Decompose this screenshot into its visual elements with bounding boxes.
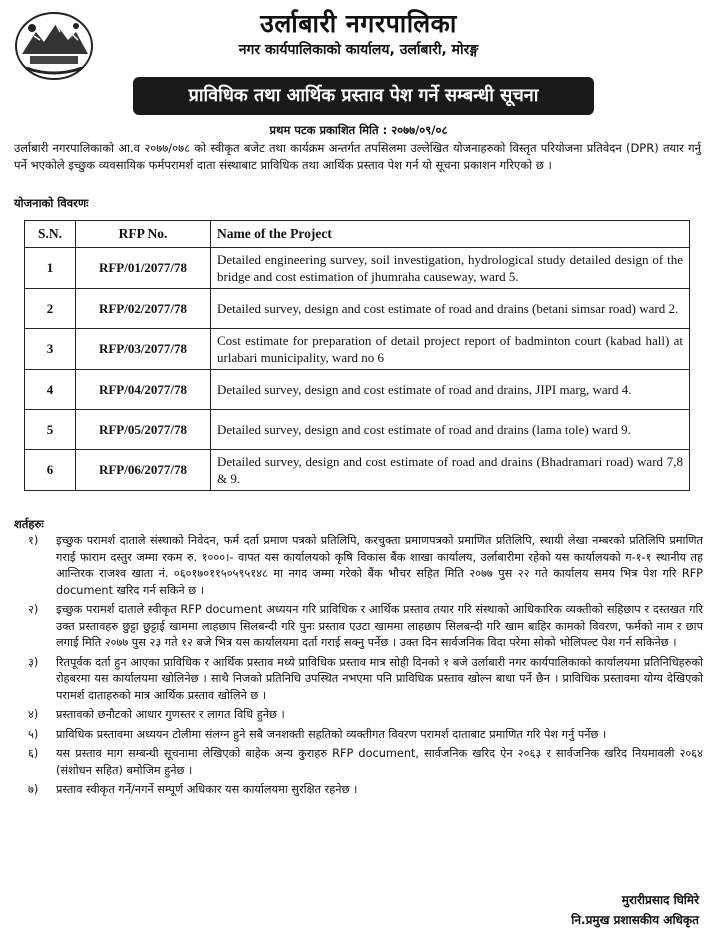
- term-item: [14, 782, 703, 799]
- row-sn: 3: [25, 329, 76, 370]
- term-text: रितपूर्वक दर्ता हुन आएका प्राविधिक र आर्थिक प्रस्ताव मध्ये प्राविधिक प्रस्ताव मात्र सोही दिनको १ बजे उर्लाबारी नगर कार्यपालिकाको कार्यालयमा प्रतिनिधिहरुको रोहबरमा यस कार्यालयमा खोलिनेछ । साथै निजको प्रतिनिधि उपस्थित नभएमा पनि प्राविधिक प्रस्ताव खोल्न बाधा पर्ने छैन । प्राविधिक प्रस्तावमा योग्य देखिएको परामर्श दाताहरुको मात्र आर्थिक प्रस्ताव खोलिने छ ।: [56, 655, 703, 702]
- term-text: प्रस्तावको छनौटको आधार गुणस्तर र लागत विधि हुनेछ ।: [56, 708, 285, 721]
- row-rfp: RFP/01/2077/78: [76, 248, 211, 289]
- row-rfp: RFP/02/2077/78: [76, 289, 211, 329]
- table-row: [25, 410, 690, 450]
- term-item: [14, 602, 703, 652]
- row-sn: 5: [25, 410, 76, 450]
- terms-list: [14, 533, 703, 802]
- term-number: ३): [28, 655, 39, 669]
- row-project-name: Detailed survey, design and cost estimate of road and drains (betani simsar road) ward 2.: [211, 289, 690, 329]
- section-title: योजनाको विवरणः: [14, 196, 89, 210]
- header-rfp: RFP No.: [76, 221, 211, 248]
- term-item: [14, 727, 703, 744]
- office-address: नगर कार्यपालिकाको कार्यालय, उर्लाबारी, मोरङ्ग: [238, 42, 479, 58]
- term-number: ७): [28, 783, 39, 796]
- row-project-name: Detailed survey, design and cost estimate of road and drains (lama tole) ward 9.: [211, 410, 690, 450]
- row-sn: 2: [25, 289, 76, 329]
- term-number: ५): [28, 727, 39, 741]
- table-row: [25, 329, 690, 370]
- header-project-name: Name of the Project: [211, 221, 690, 248]
- term-item: [14, 707, 703, 724]
- table-row: [25, 370, 690, 410]
- term-text: प्रस्ताव स्वीकृत गर्ने/नगर्ने सम्पूर्ण अधिकार यस कार्यालयमा सुरक्षित रहनेछ ।: [56, 783, 358, 796]
- row-sn: 1: [25, 248, 76, 289]
- term-number: २): [28, 603, 39, 616]
- publication-date: प्रथम पटक प्रकाशित मिति : २०७७/०९/०८: [269, 123, 448, 137]
- terms-title: शर्तहरुः: [14, 517, 44, 531]
- row-rfp: RFP/03/2077/78: [76, 329, 211, 370]
- row-project-name: Detailed survey, design and cost estimate of road and drains, JIPI marg, ward 4.: [211, 370, 690, 410]
- table-row: [25, 289, 690, 329]
- signatory-designation: नि.प्रमुख प्रशासकीय अधिकृत: [571, 913, 699, 927]
- table-row: [25, 248, 690, 289]
- row-sn: 4: [25, 370, 76, 410]
- header-sn: S.N.: [25, 221, 76, 248]
- intro-paragraph: उर्लाबारी नगरपालिकाको आ.व २०७७/०७८ को स्वीकृत बजेट तथा कार्यक्रम अन्तर्गत तपसिलमा उल्लेखित योजनाहरुको विस्तृत परियोजना प्रतिवेदन (DPR) तयार गर्नु पर्ने भएकोले इच्छुक व्यवसायिक फर्मपरामर्श दाता संस्थाबाट प्राविधिक तथा आर्थिक प्रस्ताव पेश गर्न यो सूचना प्रकाशन गरिएको छ ।: [14, 141, 701, 172]
- row-rfp: RFP/04/2077/78: [76, 370, 211, 410]
- term-number: ४): [28, 708, 39, 721]
- org-name: उर्लाबारी नगरपालिका: [260, 9, 457, 38]
- term-text: इच्छुक परामर्श दाताले स्वीकृत RFP document अध्ययन गरि प्राविधिक र आर्थिक प्रस्ताव तयार गरि संस्थाको आधिकारिक व्यक्तीको सहिछाप र दस्तखत गरि उक्त प्रस्तावहरु छुट्टा छुट्टाई खाममा लाहछाप सिलबन्दी गरि पुनः प्रस्ताव एउटा खाममा लाहछाप सिलबन्दी गरि खाम बाहिर कामको विवरण, फर्मको नाम र छाप लगाई मिति २०७७ पुस २३ गते १२ बजे भित्र यस कार्यालयमा दर्ता गराई सक्नु पर्नेछ । उक्त दिन सार्वजनिक विदा परेमा सोको भोलिपल्ट पेश गर्न सकिनेछ ।: [56, 603, 703, 649]
- notice-title: प्राविधिक तथा आर्थिक प्रस्ताव पेश गर्ने सम्बन्धी सूचना: [133, 77, 594, 115]
- row-project-name: Cost estimate for preparation of detail project report of badminton court (kabad hall) at urlabari municipality, ward no 6: [211, 329, 690, 370]
- term-text: यस प्रस्ताव माग सम्बन्धी सूचनामा लेखिएको बाहेक अन्य कुराहरु RFP document, सार्वजनिक खरिद ऐन २०६३ र सार्वजनिक खरिद नियमावली २०६४ (संशोधन सहित) बमोजिम हुनेछ ।: [56, 747, 703, 777]
- table-row: [25, 450, 690, 491]
- row-rfp: RFP/05/2077/78: [76, 410, 211, 450]
- row-rfp: RFP/06/2077/78: [76, 450, 211, 491]
- signatory-name: मुरारीप्रसाद घिमिरे: [621, 893, 699, 907]
- row-project-name: Detailed survey, design and cost estimate of road and drains (Bhadramari road) ward 7,8 & 9.: [211, 450, 690, 491]
- signature-block: [571, 890, 699, 930]
- term-number: १): [28, 534, 39, 547]
- term-text: प्राविधिक प्रस्तावमा अध्ययन टोलीमा संलग्न हुने सबै जनशक्ती सहतिको व्यक्तीगत विवरण परामर्श दाताबाट प्रमाणित गरि पेश गर्नु पर्नेछ ।: [56, 727, 607, 741]
- term-item: [14, 655, 703, 705]
- row-project-name: Detailed engineering survey, soil investigation, hydrological study detailed design of the bridge and cost estimation of jhumraha causeway, ward 5.: [211, 248, 690, 289]
- term-item: [14, 746, 703, 779]
- row-sn: 6: [25, 450, 76, 491]
- term-number: ६): [28, 747, 39, 760]
- term-item: [14, 533, 703, 599]
- project-table: [24, 220, 690, 491]
- term-text: इच्छुक परामर्श दाताले संस्थाको निवेदन, फर्म दर्ता प्रमाण पत्रको प्रतिलिपि, करचुक्ता प्रमाणपत्रको प्रमाणित प्रतिलिपि, स्थायी लेखा नम्बरको प्रतिलिपि प्रमाणित गराई फाराम दस्तुर जम्मा रकम रु. १०००।- वापत यस कार्यालयको कृषि विकास बैंक शाखा कार्यालय, उर्लाबारीमा रहेको यस कार्यालयको ग-१-१ स्थानीय तह आन्तिरक राजश्व खाता नं. ०६०१७०११५०५९५१४८ मा नगद जम्मा गरेको बैंक भौचर सहित मिति २०७७ पुस २२ गते कार्यालय समय भित्र पेश गरि RFP document खरिद गर्न सकिने छ ।: [56, 534, 703, 597]
- table-header-row: [25, 221, 690, 248]
